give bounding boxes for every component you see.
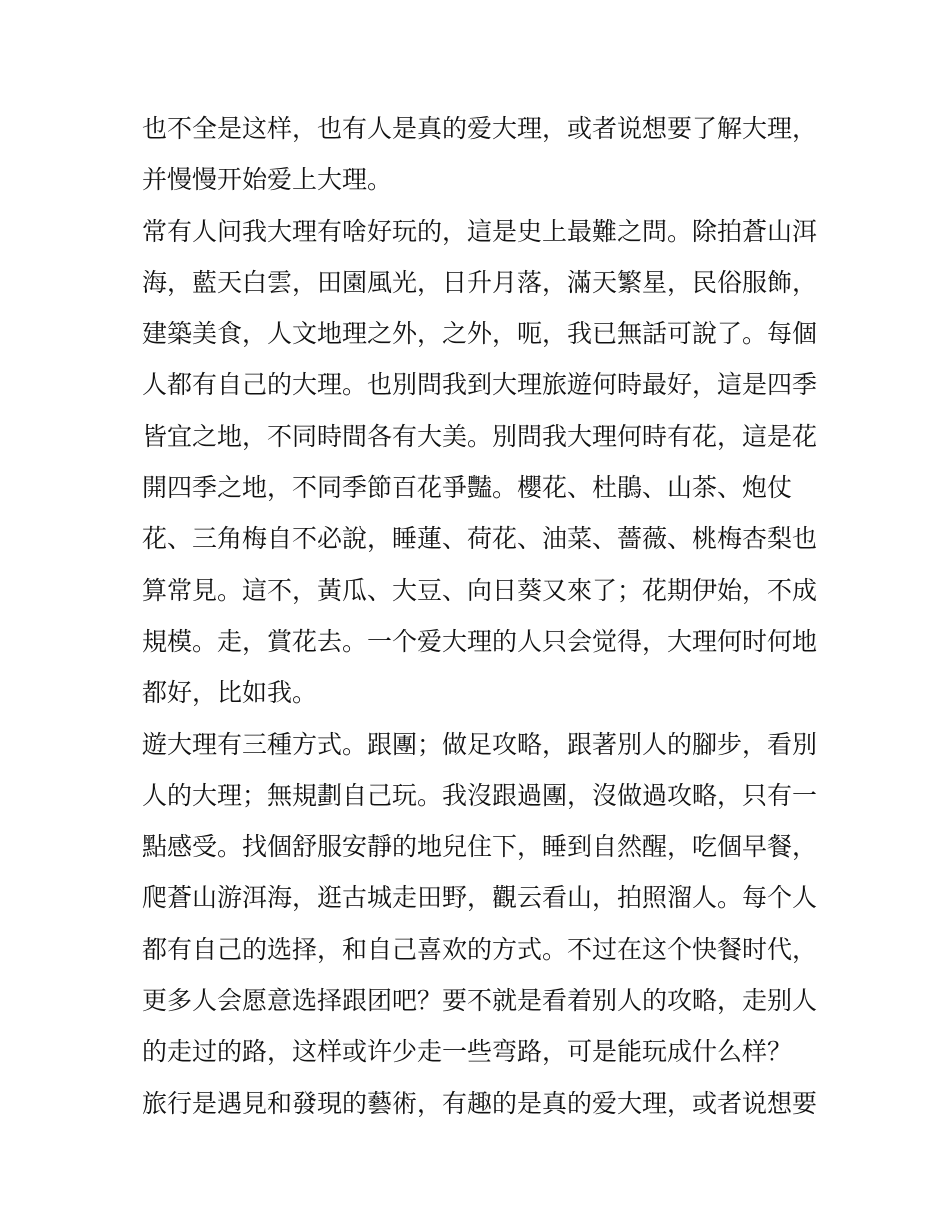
text-line: 都有自己的选择，和自己喜欢的方式。不过在这个快餐时代， — [142, 934, 818, 964]
text-line: 常有人问我大理有啥好玩的，這是史上最難之問。除拍蒼山洱 — [142, 216, 818, 246]
text-line: 爬蒼山游洱海，逛古城走田野，觀云看山，拍照溜人。每个人 — [142, 883, 818, 913]
text-line: 皆宜之地，不同時間各有大美。別問我大理何時有花，這是花 — [142, 421, 818, 451]
text-line: 并慢慢开始爱上大理。 — [142, 165, 393, 195]
text-line: 也不全是这样，也有人是真的爱大理，或者说想要了解大理， — [142, 114, 818, 143]
text-line: 花、三角梅自不必說，睡蓮、荷花、油菜、薔薇、桃梅杏梨也 — [142, 524, 818, 554]
text-line: 點感受。找個舒服安靜的地兒住下，睡到自然醒，吃個早餐， — [142, 832, 818, 862]
text-line: 的走过的路，这样或许少走一些弯路，可是能玩成什么样？ — [142, 1037, 793, 1067]
text-line: 建築美食，人文地理之外，之外，呃，我已無話可說了。每個 — [142, 319, 818, 349]
text-line: 遊大理有三種方式。跟團；做足攻略，跟著別人的腳步，看別 — [142, 729, 818, 759]
text-line: 海，藍天白雲，田園風光，日升月落，滿天繁星，民俗服飾， — [142, 267, 818, 297]
text-line: 都好，比如我。 — [142, 678, 318, 708]
document-body — [142, 103, 832, 1129]
text-line: 人都有自己的大理。也別問我到大理旅遊何時最好，這是四季 — [142, 370, 818, 400]
text-line: 算常見。這不，黃瓜、大豆、向日葵又來了；花期伊始，不成 — [142, 575, 818, 605]
text-line: 規模。走，賞花去。一个爱大理的人只会觉得，大理何时何地 — [142, 626, 818, 656]
text-line: 旅行是遇見和發現的藝術，有趣的是真的爱大理，或者说想要 — [142, 1088, 818, 1118]
text-line: 人的大理；無規劃自己玩。我沒跟過團，沒做過攻略，只有一 — [142, 780, 818, 810]
text-line: 更多人会愿意选择跟团吧？要不就是看着别人的攻略，走别人 — [142, 986, 818, 1016]
text-line: 開四季之地，不同季節百花爭豔。櫻花、杜鵑、山茶、炮仗 — [142, 473, 793, 503]
